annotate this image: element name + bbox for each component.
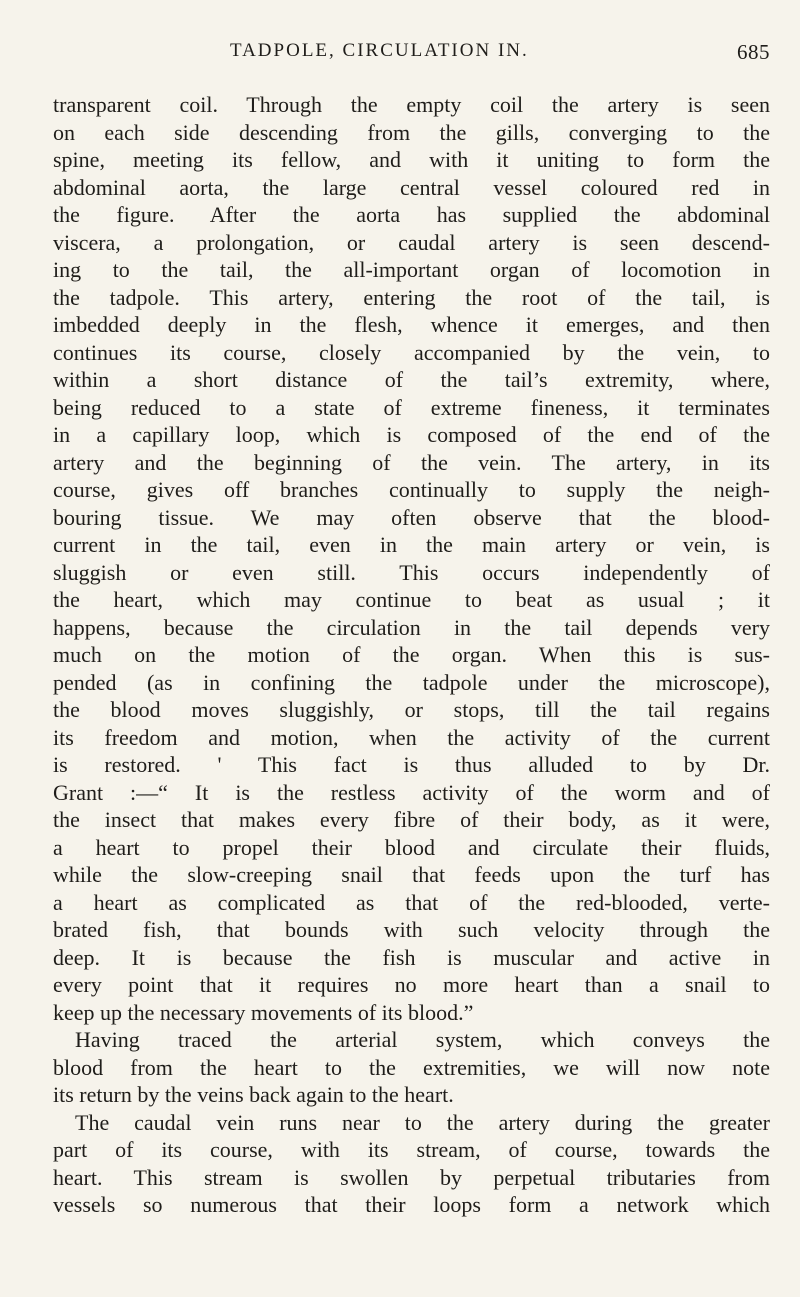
text-line: heart. This stream is swollen by perpetual tributaries from [53,1164,770,1190]
text-line: blood from the heart to the extremities, we will now note [53,1054,770,1080]
text-line: viscera, a prolongation, or caudal artery is seen descend- [53,229,770,255]
text-line: the insect that makes every fibre of their body, as it were, [53,807,770,832]
text-line: its freedom and motion, when the activity of the current [53,724,770,750]
text-line: keep up the necessary movements of its blood.” [53,999,474,1025]
page-number: 685 [737,40,770,64]
text-line: artery and the beginning of the vein. The artery, in its [53,449,770,475]
text-line: current in the tail, even in the main artery or vein, is [53,532,770,557]
text-line: the figure. After the aorta has supplied the abdominal [53,202,770,227]
text-line: is restored. ' This fact is thus alluded to by Dr. [53,752,770,777]
text-line: in a capillary loop, which is composed of the end of the [53,422,770,447]
running-head [230,40,770,70]
text-line: continues its course, closely accompanied by the vein, to [53,339,770,365]
text-line: the tadpole. This artery, entering the root of the tail, is [53,284,770,310]
text-line: sluggish or even still. This occurs independently of [53,559,770,585]
text-line: course, gives off branches continually to supply the neigh- [53,477,770,502]
text-line: brated fish, that bounds with such velocity through the [53,917,770,942]
text-line: ing to the tail, the all-important organ of locomotion in [53,257,770,282]
text-line: its return by the veins back again to the heart. [53,1082,454,1107]
text-line: vessels so numerous that their loops form a network which [53,1192,770,1217]
text-line: being reduced to a state of extreme fineness, it terminates [53,394,770,420]
text-line: the blood moves sluggishly, or stops, till the tail regains [53,697,770,722]
text-line: spine, meeting its fellow, and with it uniting to form the [53,147,770,172]
text-line: deep. It is because the fish is muscular and active in [53,944,770,970]
text-line: transparent coil. Through the empty coil the artery is seen [53,92,770,117]
text-line: much on the motion of the organ. When this is sus- [53,642,770,667]
text-line: while the slow-creeping snail that feeds upon the turf has [53,862,770,887]
text-line: Grant :—“ It is the restless activity of the worm and of [53,779,770,805]
text-line: Having traced the arterial system, which conveys the [75,1027,770,1052]
text-line: every point that it requires no more heart than a snail to [53,972,770,997]
text-line: within a short distance of the tail’s extremity, where, [53,367,770,392]
text-line: imbedded deeply in the flesh, whence it emerges, and then [53,312,770,337]
text-line: on each side descending from the gills, converging to the [53,119,770,145]
running-head-title: TADPOLE, CIRCULATION IN. [230,40,529,61]
text-line: a heart as complicated as that of the red-blooded, verte- [53,889,770,915]
text-line: bouring tissue. We may often observe that the blood- [53,504,770,530]
text-line: part of its course, with its stream, of course, towards the [53,1137,770,1162]
text-line: The caudal vein runs near to the artery during the greater [75,1109,770,1135]
text-line: abdominal aorta, the large central vessel coloured red in [53,174,770,200]
text-line: a heart to propel their blood and circulate their fluids, [53,834,770,860]
text-line: the heart, which may continue to beat as usual ; it [53,587,770,612]
text-line: pended (as in confining the tadpole under the microscope), [53,669,770,695]
body-text [53,91,770,1219]
text-line: happens, because the circulation in the tail depends very [53,614,770,640]
